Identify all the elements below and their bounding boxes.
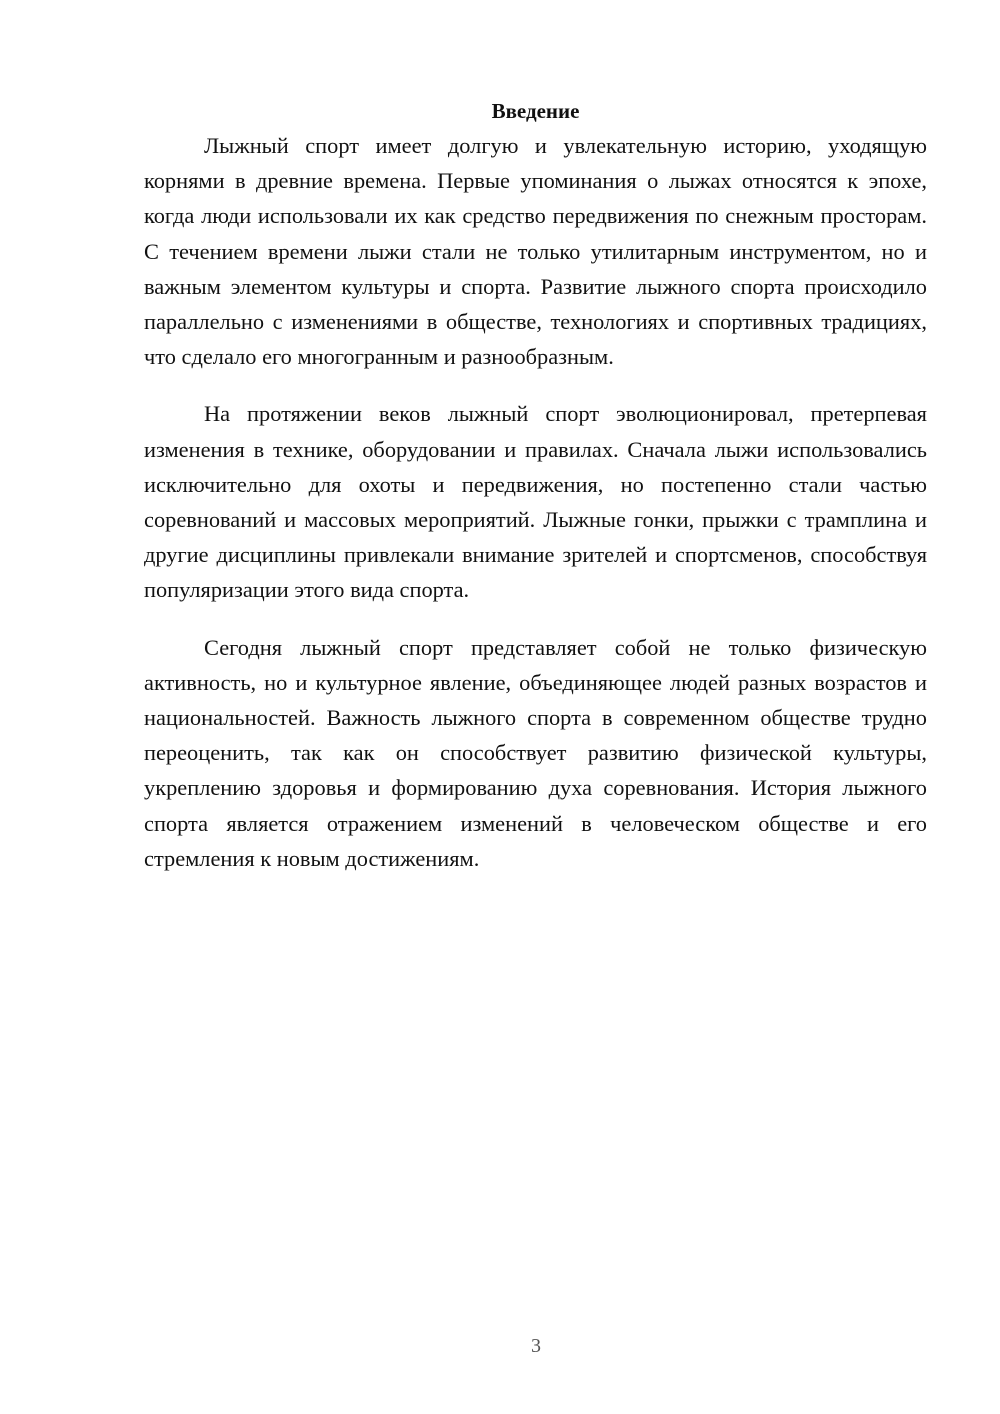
page-content — [144, 95, 927, 898]
section-heading: Введение — [491, 99, 580, 123]
page-number: 3 — [531, 1335, 541, 1357]
paragraph-1: Лыжный спорт имеет долгую и увлекательную историю, уходящую корнями в древние времена. Первые упоминания о лыжах относятся к эпохе, когда люди использовали их как средство передвижения по снежным просторам. С течением времени лыжи стали не только утилитарным инструментом, но и важным элементом культуры и спорта. Развитие лыжного спорта происходило параллельно с изменениями в обществе, технологиях и спортивных традициях, что сделало его многогранным и разнообразным. — [144, 133, 927, 370]
paragraph-3: Сегодня лыжный спорт представляет собой не только физическую активность, но и культурное явление, объединяющее людей разных возрастов и национальностей. Важность лыжного спорта в современном обществе трудно переоценить, так как он способствует развитию физической культуры, укреплению здоровья и формированию духа соревнования. История лыжного спорта является отражением изменений в человеческом обществе и его стремления к новым достижениям. — [144, 634, 927, 871]
paragraph-2: На протяжении веков лыжный спорт эволюционировал, претерпевая изменения в технике, оборудовании и правилах. Сначала лыжи использовались исключительно для охоты и передвижения, но постепенно стали частью соревнований и массовых мероприятий. Лыжные гонки, прыжки с трамплина и другие дисциплины привлекали внимание зрителей и спортсменов, способствуя популяризации этого вида спорта. — [144, 401, 927, 603]
